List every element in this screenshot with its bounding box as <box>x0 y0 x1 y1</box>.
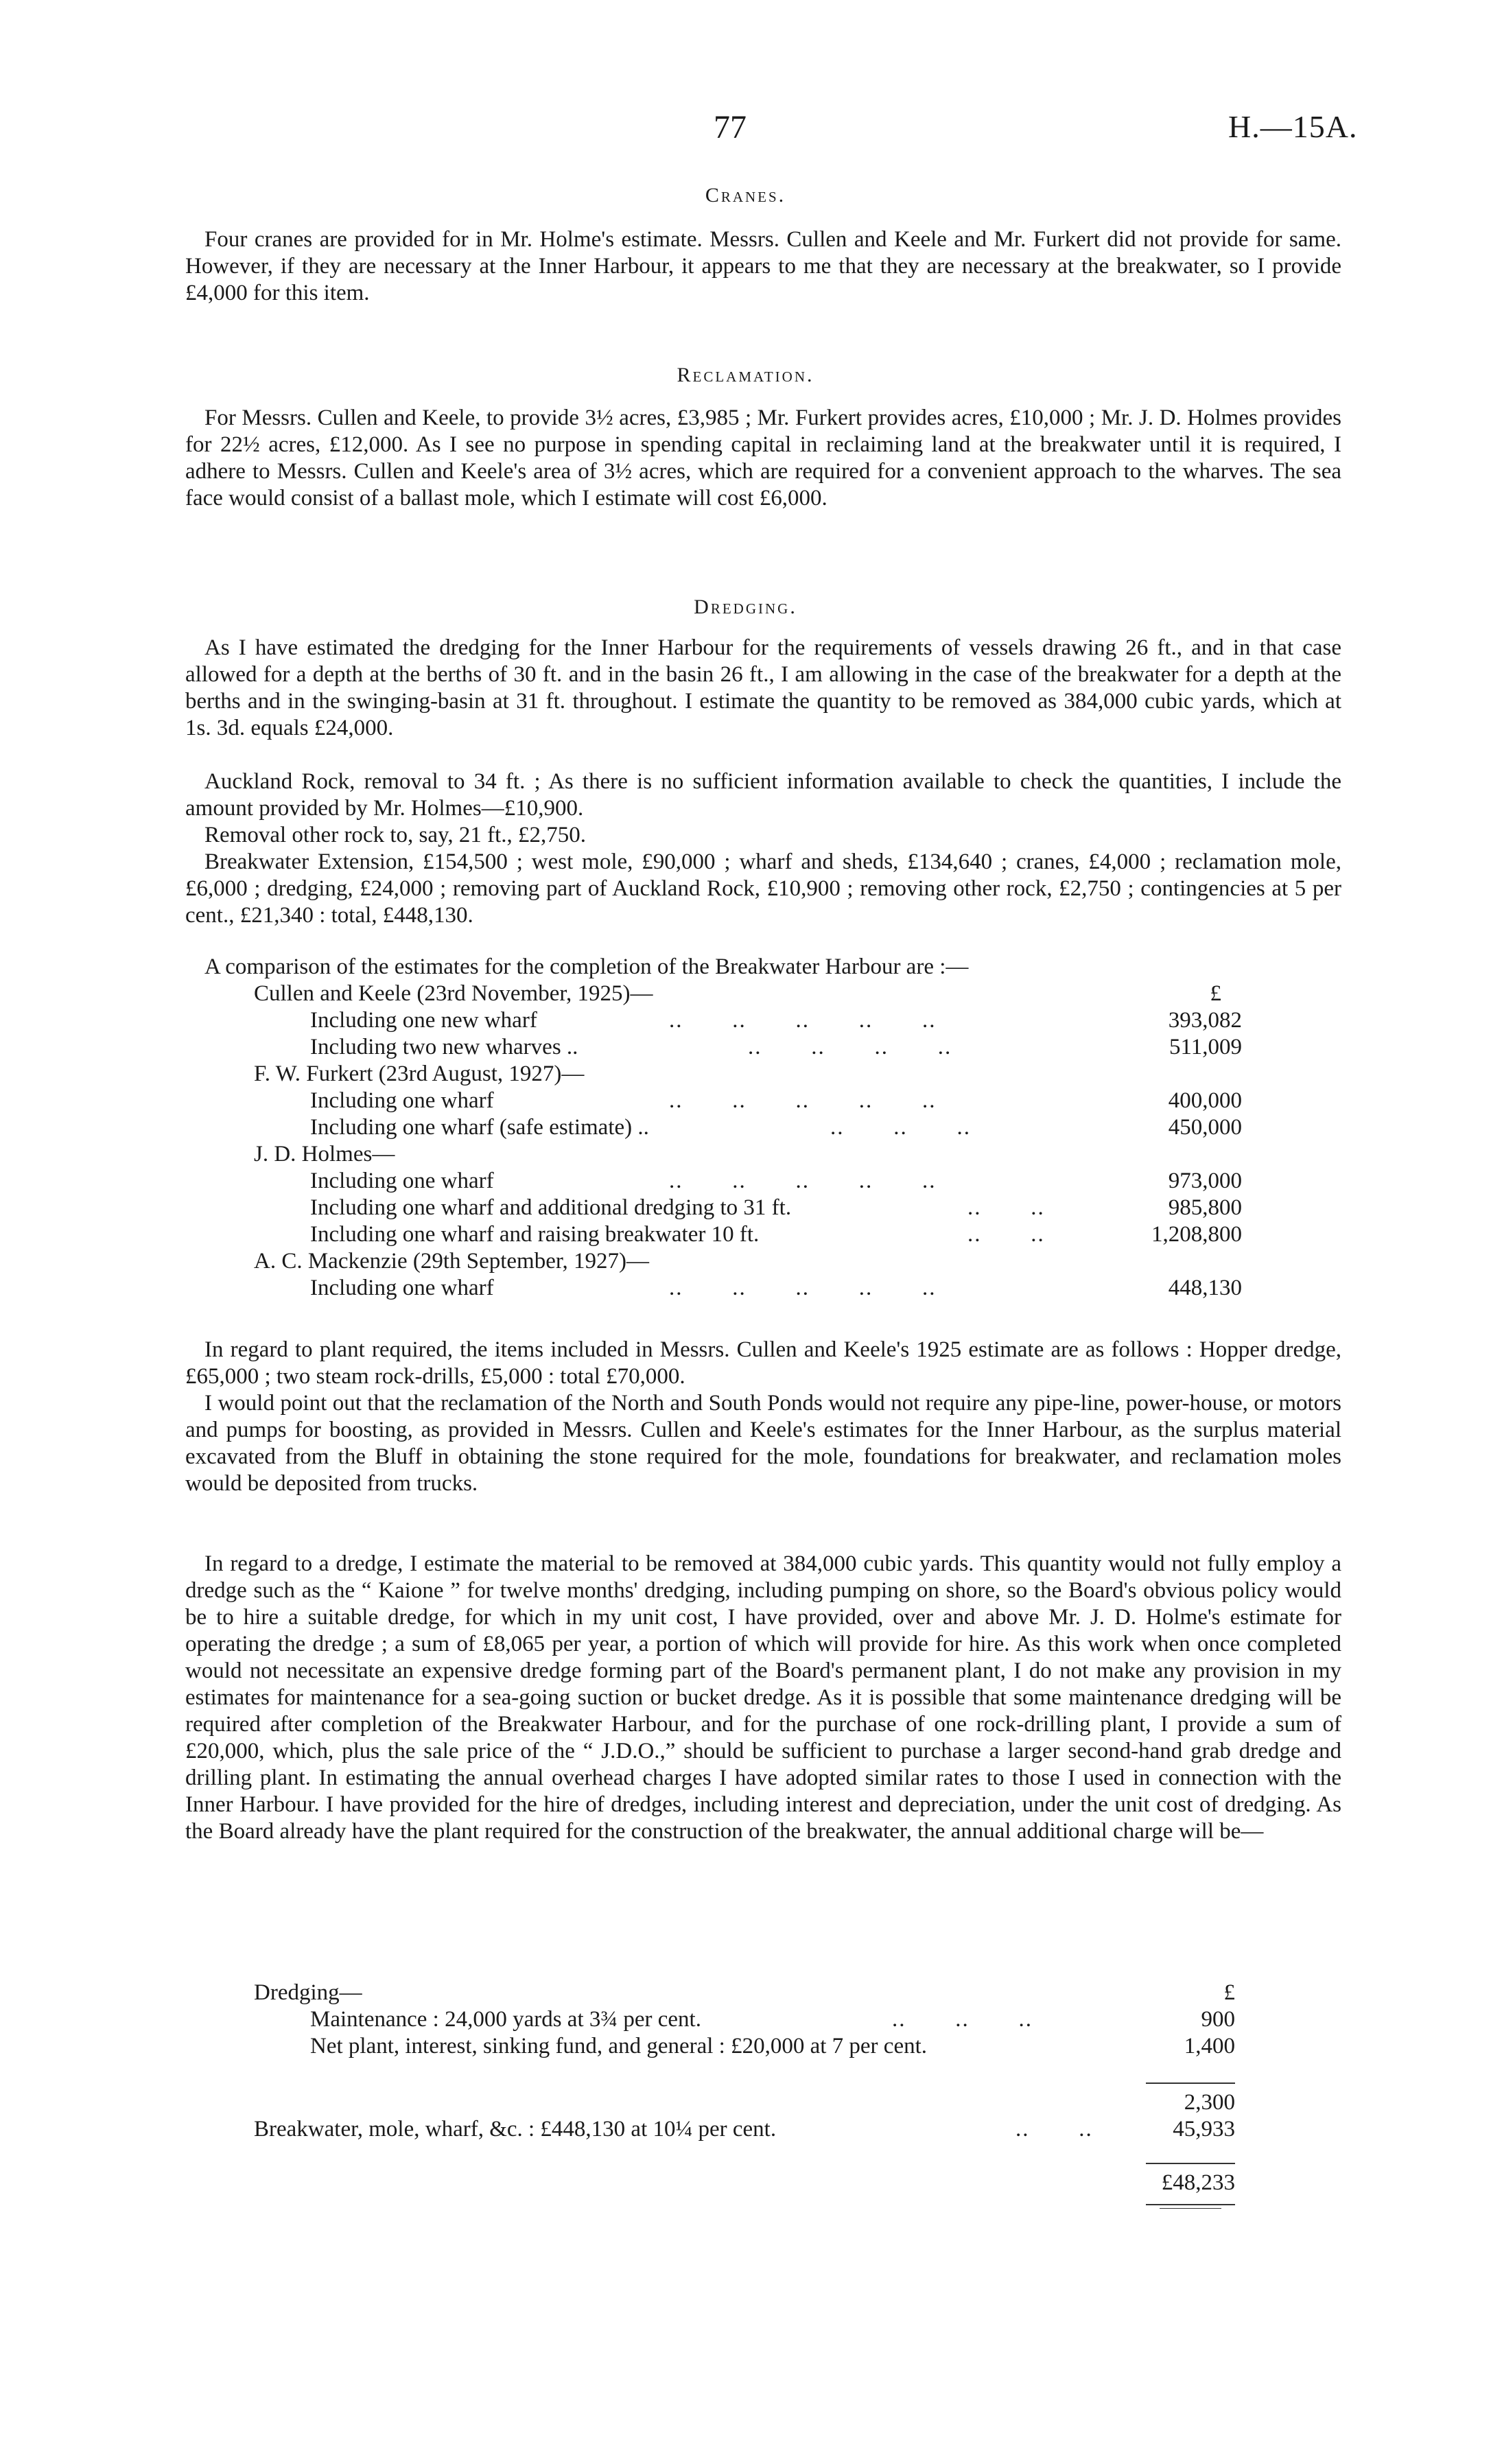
dredging-group-label: Dredging— <box>254 1980 362 2005</box>
row-amount: 985,800 <box>1168 1195 1242 1220</box>
row-amount: 511,009 <box>1169 1035 1242 1059</box>
row-amount: 450,000 <box>1168 1115 1242 1140</box>
charge-row-amount: 900 <box>1201 2007 1235 2032</box>
comparison-intro: A comparison of the estimates for the completion of the Breakwater Harbour are :— <box>204 954 969 979</box>
group-name: A. C. Mackenzie (29th September, 1927)— <box>254 1249 650 1274</box>
charge-row-label: Maintenance : 24,000 yards at 3¾ per cent. <box>310 2007 701 2032</box>
subtotal-rule <box>1146 2082 1235 2084</box>
total-rule <box>1146 2163 1235 2164</box>
row-amount: 448,130 <box>1168 1276 1242 1300</box>
leader-dots: .. .. <box>967 1195 1045 1220</box>
dredging-paragraph-2: Auckland Rock, removal to 34 ft. ; As there is no sufficient information available to check the quantities, I include the amount provided by Mr. Holmes—£10,900. <box>185 769 1341 821</box>
row-label: Including one wharf <box>310 1088 494 1113</box>
leader-dots: .. .. <box>967 1222 1045 1247</box>
dredging-paragraph-1: As I have estimated the dredging for the Inner Harbour for the requirements of vessels drawing 26 ft., and in that case allowed for a depth at the berths of 30 ft. and in the basin 26 ft., I am allowing in the case of the breakwater for a depth at the berths and in the swinging-basin at 31 ft. throughout. I estimate the quantity to be removed as 384,000 cubic yards, which at 1s. 3d. equals £24,000. <box>185 635 1341 740</box>
breakwater-charge-amount: 45,933 <box>1173 2117 1235 2142</box>
breakwater-charge-label: Breakwater, mole, wharf, &c. : £448,130 at 10¼ per cent. <box>254 2117 777 2142</box>
group-name: J. D. Holmes— <box>254 1142 395 1166</box>
row-label: Including one wharf and additional dredging to 31 ft. <box>310 1195 792 1220</box>
annual-currency: £ <box>1223 1980 1235 2005</box>
plant-paragraph-2: I would point out that the reclamation of the North and South Ponds would not require any pipe-line, power-house, or motors and pumps for boosting, as provided in Messrs. Cullen and Keele's estimates for the Inner Harbour, as the surplus material excavated from the Bluff in obtaining the stone required for the mole, foundations for breakwater, and reclamation moles would be deposited from trucks. <box>185 1391 1341 1496</box>
plant-paragraph-3: In regard to a dredge, I estimate the material to be removed at 384,000 cubic yards. This quantity would not fully employ a dredge such as the “ Kaione ” for twelve months' dredging, including pumping on shore, so the Board's obvious policy would be to hire a suitable dredge, for which in my unit cost, I have provided, over and above Mr. J. D. Holme's estimate for operating the dredge ; a sum of £8,065 per year, a portion of which will provide for hire. As this work when once completed would not necessitate an expensive dredge forming part of the Board's permanent plant, I do not make any provision in my estimates for maintenance for a sea-going suction or bucket dredge. As it is possible that some maintenance dredging will be required after completion of the Breakwater Harbour, and for the purchase of one rock-drilling plant, I provide a sum of £20,000, which, plus the sale price of the “ J.D.O.,” should be sufficient to purchase a larger second-hand grab dredge and drilling plant. In estimating the annual overhead charges I have adopted similar rates to those I used in connection with the Inner Harbour. I have provided for the hire of dredges, including interest and depreciation, under the unit cost of dredging. As the Board already have the plant required for the construction of the breakwater, the annual additional charge will be— <box>185 1551 1341 1844</box>
row-label: Including one wharf and raising breakwater 10 ft. <box>310 1222 760 1247</box>
section-title-reclamation: Reclamation. <box>677 364 814 386</box>
section-title-cranes: Cranes. <box>705 184 786 207</box>
document-reference: H.—15A. <box>1228 109 1358 144</box>
row-label: Including two new wharves .. <box>310 1035 578 1059</box>
row-label: Including one wharf <box>310 1169 494 1193</box>
row-label: Including one new wharf <box>310 1008 537 1033</box>
plant-paragraph-1: In regard to plant required, the items included in Messrs. Cullen and Keele's 1925 estimate are as follows : Hopper dredge, £65,000 ; two steam rock-drills, £5,000 : total £70,000. <box>185 1337 1341 1389</box>
comparison-currency: £ <box>1210 981 1221 1006</box>
page-number: 77 <box>714 109 747 145</box>
dredging-paragraph-4: Breakwater Extension, £154,500 ; west mole, £90,000 ; wharf and sheds, £134,640 ; cranes, £4,000 ; reclamation mole, £6,000 ; dredging, £24,000 ; removing part of Auckland Rock, £10,900 ; removing other rock, £2,750 ; contingencies at 5 per cent., £21,340 : total, £448,130. <box>185 849 1341 928</box>
leader-dots: .. .. .. .. <box>748 1035 952 1059</box>
row-amount: 1,208,800 <box>1151 1222 1242 1247</box>
leader-dots: .. .. .. .. .. <box>669 1008 937 1033</box>
leader-dots: .. .. .. .. .. <box>669 1088 937 1113</box>
group-name: F. W. Furkert (23rd August, 1927)— <box>254 1061 585 1086</box>
section-title-dredging: Dredging. <box>694 596 797 618</box>
charge-row-label: Net plant, interest, sinking fund, and general : £20,000 at 7 per cent. <box>310 2034 928 2058</box>
row-amount: 400,000 <box>1168 1088 1242 1113</box>
row-label: Including one wharf <box>310 1276 494 1300</box>
row-amount: 973,000 <box>1168 1169 1242 1193</box>
total-underline <box>1146 2204 1235 2205</box>
subtotal-amount: 2,300 <box>1184 2090 1235 2115</box>
reclamation-paragraph: For Messrs. Cullen and Keele, to provide 3½ acres, £3,985 ; Mr. Furkert provides acres, £10,000 ; Mr. J. D. Holmes provides for 22½ acres, £12,000. As I see no purpose in spending capital in reclaiming land at the breakwater until it is required, I adhere to Messrs. Cullen and Keele's area of 3½ acres, which are required for a convenient approach to the wharves. The sea face would consist of a ballast mole, which I estimate will cost £6,000. <box>185 406 1341 511</box>
leader-dots: .. .. <box>1015 2117 1093 2142</box>
charge-row-amount: 1,400 <box>1184 2034 1235 2058</box>
leader-dots: .. .. .. <box>892 2007 1033 2032</box>
group-name: Cullen and Keele (23rd November, 1925)— <box>254 981 653 1006</box>
leader-dots: .. .. .. .. .. <box>669 1276 937 1300</box>
row-amount: 393,082 <box>1168 1008 1242 1033</box>
total-double-underline <box>1160 2208 1221 2209</box>
total-amount: £48,233 <box>1161 2170 1235 2195</box>
row-label: Including one wharf (safe estimate) .. <box>310 1115 649 1140</box>
leader-dots: .. .. .. .. .. <box>669 1169 937 1193</box>
leader-dots: .. .. .. <box>830 1115 971 1140</box>
cranes-paragraph: Four cranes are provided for in Mr. Holme's estimate. Messrs. Cullen and Keele and Mr. Furkert did not provide for same. However, if they are necessary at the Inner Harbour, it appears to me that they are necessary at the breakwater, so I provide £4,000 for this item. <box>185 227 1341 305</box>
dredging-paragraph-3: Removal other rock to, say, 21 ft., £2,750. <box>204 823 587 847</box>
